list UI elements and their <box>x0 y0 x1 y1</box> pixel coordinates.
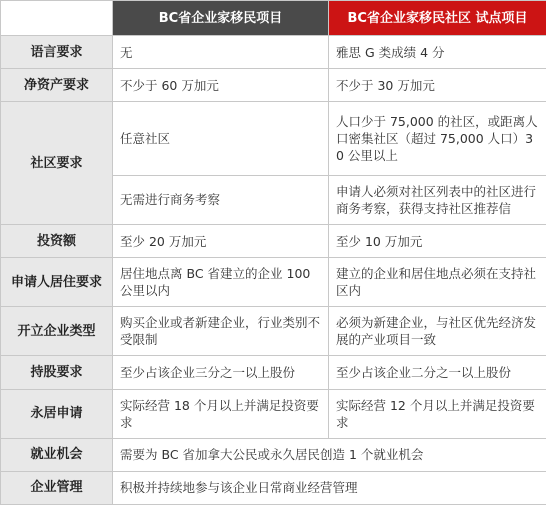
row-label-investment: 投资额 <box>1 225 113 258</box>
cell-pilot-business-type: 必须为新建企业，与社区优先经济发展的产业项目一致 <box>329 307 546 356</box>
header-pilot-program: BC省企业家移民社区 试点项目 <box>329 1 546 36</box>
table-row <box>1 69 546 102</box>
cell-pilot-pr-application: 实际经营 12 个月以上并满足投资要求 <box>329 389 546 438</box>
row-label-shareholding: 持股要求 <box>1 356 113 389</box>
table-row <box>1 225 546 258</box>
row-label-management: 企业管理 <box>1 471 113 504</box>
cell-standard-business-type: 购买企业或者新建企业，行业类别不受限制 <box>113 307 329 356</box>
row-label-community: 社区要求 <box>1 102 113 225</box>
cell-standard-shareholding: 至少占该企业三分之一以上股份 <box>113 356 329 389</box>
table-row <box>1 438 546 471</box>
row-label-employment: 就业机会 <box>1 438 113 471</box>
row-label-language: 语言要求 <box>1 36 113 69</box>
cell-pilot-investment: 至少 10 万加元 <box>329 225 546 258</box>
cell-standard-community-area: 任意社区 <box>113 102 329 176</box>
cell-standard-pr-application: 实际经营 18 个月以上并满足投资要求 <box>113 389 329 438</box>
cell-standard-net-assets: 不少于 60 万加元 <box>113 69 329 102</box>
cell-pilot-shareholding: 至少占该企业二分之一以上股份 <box>329 356 546 389</box>
cell-pilot-community-visit: 申请人必须对社区列表中的社区进行商务考察，获得支持社区推荐信 <box>329 175 546 224</box>
table-row <box>1 307 546 356</box>
table-row <box>1 258 546 307</box>
cell-standard-language: 无 <box>113 36 329 69</box>
cell-standard-investment: 至少 20 万加元 <box>113 225 329 258</box>
cell-pilot-language: 雅思 G 类成绩 4 分 <box>329 36 546 69</box>
header-standard-program: BC省企业家移民项目 <box>113 1 329 36</box>
cell-pilot-residence: 建立的企业和居住地点必须在支持社区内 <box>329 258 546 307</box>
row-label-net-assets: 净资产要求 <box>1 69 113 102</box>
cell-pilot-community-area: 人口少于 75,000 的社区，或距离人口密集社区（超过 75,000 人口）30 公里以上 <box>329 102 546 176</box>
cell-standard-community-visit: 无需进行商务考察 <box>113 175 329 224</box>
row-label-residence: 申请人居住要求 <box>1 258 113 307</box>
header-row <box>1 1 546 36</box>
cell-shared-management: 积极并持续地参与该企业日常商业经营管理 <box>113 471 546 504</box>
table-row <box>1 36 546 69</box>
row-label-pr-application: 永居申请 <box>1 389 113 438</box>
table-row <box>1 471 546 504</box>
table-row <box>1 389 546 438</box>
table-row <box>1 102 546 176</box>
cell-pilot-net-assets: 不少于 30 万加元 <box>329 69 546 102</box>
cell-standard-residence: 居住地点离 BC 省建立的企业 100 公里以内 <box>113 258 329 307</box>
row-label-business-type: 开立企业类型 <box>1 307 113 356</box>
header-corner-cell <box>1 1 113 36</box>
table-row <box>1 356 546 389</box>
cell-shared-employment: 需要为 BC 省加拿大公民或永久居民创造 1 个就业机会 <box>113 438 546 471</box>
